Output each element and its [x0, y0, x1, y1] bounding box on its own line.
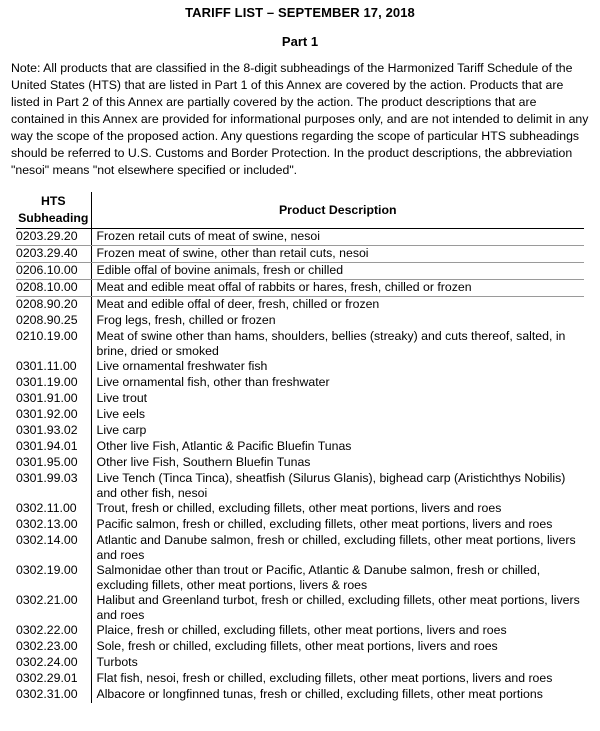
- product-description-cell: Salmonidae other than trout or Pacific, Atlantic & Danube salmon, fresh or chilled, excluding fillets, other meat portions, livers & roes: [96, 563, 541, 592]
- hts-code-cell: 0208.90.20: [16, 297, 91, 314]
- table-row: [16, 407, 584, 423]
- table-body: [16, 229, 584, 704]
- hts-code-cell: 0302.21.00: [16, 593, 91, 623]
- table-row: [16, 471, 584, 501]
- product-description-cell: Frog legs, fresh, chilled or frozen: [96, 313, 276, 327]
- table-row: [16, 517, 584, 533]
- product-description-cell: Meat of swine other than hams, shoulders, bellies (streaky) and cuts thereof, salted, in brine, dried or smoked: [96, 329, 566, 358]
- product-description-cell: Halibut and Greenland turbot, fresh or chilled, excluding fillets, other meat portions, livers and roes: [96, 593, 580, 622]
- table-row: [16, 375, 584, 391]
- table-row: [16, 501, 584, 517]
- hts-code-cell: 0301.92.00: [16, 407, 91, 423]
- hts-code-cell: 0206.10.00: [16, 263, 91, 280]
- hts-subheading-header: [16, 192, 91, 229]
- hts-code-cell: 0208.10.00: [16, 280, 91, 297]
- table-row: [16, 655, 584, 671]
- table-row: [16, 439, 584, 455]
- table-row: [16, 280, 584, 297]
- product-description-cell: Flat fish, nesoi, fresh or chilled, excluding fillets, other meat portions, livers and roes: [96, 671, 553, 685]
- hts-code-cell: 0208.90.25: [16, 313, 91, 329]
- hts-code-cell: 0302.23.00: [16, 639, 91, 655]
- table-row: [16, 563, 584, 593]
- hts-code-cell: 0302.29.01: [16, 671, 91, 687]
- product-description-cell: Trout, fresh or chilled, excluding fillets, other meat portions, livers and roes: [96, 501, 502, 515]
- hts-code-cell: 0301.93.02: [16, 423, 91, 439]
- product-description-header: Product Description: [91, 192, 584, 229]
- table-row: [16, 263, 584, 280]
- hts-code-cell: 0302.24.00: [16, 655, 91, 671]
- table-row: [16, 533, 584, 563]
- hts-code-cell: 0210.19.00: [16, 329, 91, 359]
- hts-code-cell: 0302.13.00: [16, 517, 91, 533]
- product-description-cell: Albacore or longfinned tunas, fresh or chilled, excluding fillets, other meat portions: [96, 687, 543, 701]
- hts-code-cell: 0301.91.00: [16, 391, 91, 407]
- hts-code-cell: 0301.95.00: [16, 455, 91, 471]
- product-description-cell: Meat and edible meat offal of rabbits or hares, fresh, chilled or frozen: [91, 280, 584, 297]
- product-description-cell: Live Tench (Tinca Tinca), sheatfish (Silurus Glanis), bighead carp (Aristichthys Nobilis) and other fish, nesoi: [96, 471, 566, 500]
- product-description-cell: Live ornamental freshwater fish: [96, 359, 268, 373]
- table-row: [16, 593, 584, 623]
- table-row: [16, 455, 584, 471]
- product-description-cell: Live eels: [96, 407, 146, 421]
- hts-code-cell: 0203.29.20: [16, 229, 91, 246]
- table-header-row: [16, 192, 584, 229]
- hts-code-cell: 0302.19.00: [16, 563, 91, 593]
- product-description-cell: Plaice, fresh or chilled, excluding fillets, other meat portions, livers and roes: [96, 623, 507, 637]
- hts-code-cell: 0302.14.00: [16, 533, 91, 563]
- table-row: [16, 687, 584, 703]
- product-description-cell: Atlantic and Danube salmon, fresh or chilled, excluding fillets, other meat portions, livers and roes: [96, 533, 576, 562]
- table-row: [16, 391, 584, 407]
- product-description-cell: Edible offal of bovine animals, fresh or chilled: [91, 263, 584, 280]
- table-row: [16, 423, 584, 439]
- hts-code-cell: 0302.11.00: [16, 501, 91, 517]
- table-row: [16, 639, 584, 655]
- table-row: [16, 329, 584, 359]
- hts-code-cell: 0301.99.03: [16, 471, 91, 501]
- document-title: TARIFF LIST – SEPTEMBER 17, 2018: [185, 5, 415, 20]
- hts-code-cell: 0302.31.00: [16, 687, 91, 703]
- table-row: [16, 313, 584, 329]
- hts-code-cell: 0203.29.40: [16, 246, 91, 263]
- part-heading: Part 1: [281, 34, 319, 49]
- table-row: [16, 246, 584, 263]
- hts-header-line2: Subheading: [18, 211, 89, 225]
- product-description-cell: Sole, fresh or chilled, excluding fillets, other meat portions, livers and roes: [96, 639, 498, 653]
- product-description-cell: Live ornamental fish, other than freshwater: [96, 375, 330, 389]
- product-description-cell: Live trout: [96, 391, 148, 405]
- tariff-table: [16, 192, 584, 703]
- table-row: [16, 671, 584, 687]
- product-description-cell: Frozen retail cuts of meat of swine, nesoi: [91, 229, 584, 246]
- product-description-cell: Meat and edible offal of deer, fresh, chilled or frozen: [96, 297, 380, 311]
- product-description-cell: Other live Fish, Southern Bluefin Tunas: [96, 455, 311, 469]
- hts-code-cell: 0301.11.00: [16, 359, 91, 375]
- hts-code-cell: 0301.19.00: [16, 375, 91, 391]
- table-row: [16, 229, 584, 246]
- hts-code-cell: 0302.22.00: [16, 623, 91, 639]
- product-description-cell: Turbots: [96, 655, 138, 669]
- product-description-cell: Pacific salmon, fresh or chilled, excluding fillets, other meat portions, livers and roes: [96, 517, 553, 531]
- table-row: [16, 359, 584, 375]
- table-row: [16, 623, 584, 639]
- product-description-cell: Frozen meat of swine, other than retail cuts, nesoi: [91, 246, 584, 263]
- product-description-cell: Live carp: [96, 423, 147, 437]
- hts-header-line1: HTS: [40, 194, 66, 208]
- note-paragraph: Note: All products that are classified in the 8-digit subheadings of the Harmonized Tariff Schedule of the United States (HTS) that are listed in Part 1 of this Annex are covered by the action. Products that are listed in Part 2 of this Annex are partially covered by the action. The product descriptions that are contained in this Annex are provided for informational purposes only, and are not intended to delimit in any way the scope of the proposed action. Any questions regarding the scope of particular HTS subheadings should be referred to U.S. Customs and Border Protection. In the product descriptions, the abbreviation "nesoi" means "not elsewhere specified or included".: [11, 61, 589, 177]
- hts-code-cell: 0301.94.01: [16, 439, 91, 455]
- table-row: [16, 297, 584, 314]
- product-description-cell: Other live Fish, Atlantic & Pacific Bluefin Tunas: [96, 439, 352, 453]
